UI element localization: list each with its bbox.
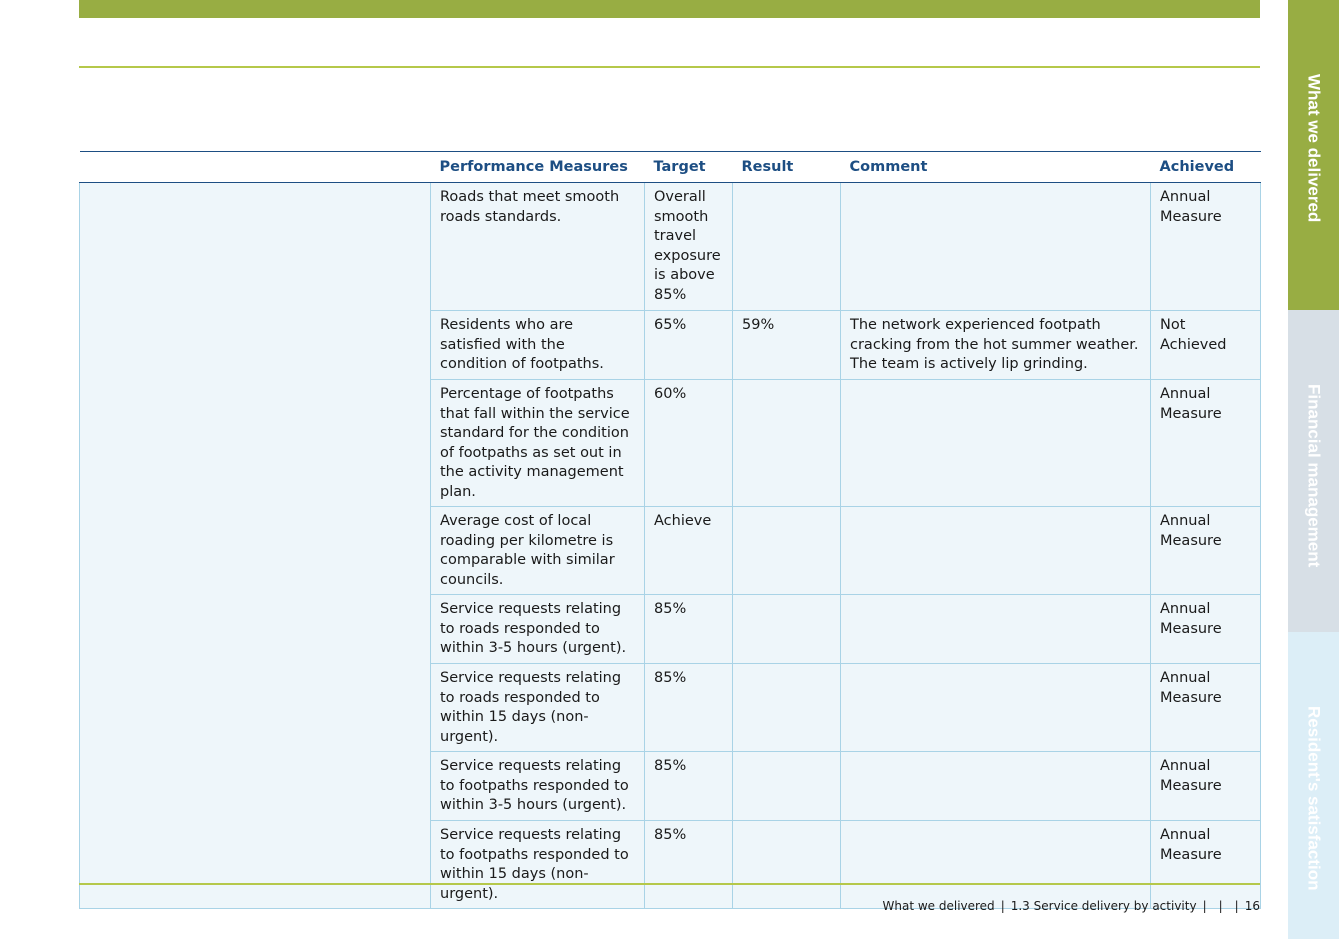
table-row bbox=[80, 380, 1261, 507]
row-blank-cell bbox=[80, 380, 431, 507]
tab-residents-satisfaction[interactable] bbox=[1288, 632, 1339, 939]
cell-measure: Residents who are satisfied with the condition of footpaths. bbox=[431, 311, 645, 380]
cell-achieved: Annual Measure bbox=[1151, 183, 1261, 311]
cell-result bbox=[733, 183, 841, 311]
cell-comment bbox=[841, 183, 1151, 311]
row-blank-cell bbox=[80, 664, 431, 752]
cell-target: 85% bbox=[645, 595, 733, 664]
header-comment: Comment bbox=[841, 152, 1151, 183]
footer-section: What we delivered bbox=[882, 899, 995, 913]
table-row bbox=[80, 311, 1261, 380]
table-row bbox=[80, 507, 1261, 595]
cell-target: Achieve bbox=[645, 507, 733, 595]
cell-result bbox=[733, 664, 841, 752]
row-blank-cell bbox=[80, 183, 431, 311]
tab-what-we-delivered[interactable] bbox=[1288, 0, 1339, 310]
table-header-row bbox=[80, 152, 1261, 183]
page-footer: What we delivered | 1.3 Service delivery by activity | | | 16 bbox=[882, 899, 1260, 913]
footer-page-number: 16 bbox=[1244, 899, 1260, 913]
header-blank bbox=[80, 152, 431, 183]
cell-result bbox=[733, 752, 841, 821]
cell-target: Overall smooth travel exposure is above 85% bbox=[645, 183, 733, 311]
cell-comment bbox=[841, 380, 1151, 507]
cell-achieved: Annual Measure bbox=[1151, 595, 1261, 664]
tab-financial-management[interactable] bbox=[1288, 310, 1339, 632]
cell-measure: Service requests relating to roads responded to within 15 days (non-urgent). bbox=[431, 664, 645, 752]
cell-measure: Average cost of local roading per kilometre is comparable with similar councils. bbox=[431, 507, 645, 595]
cell-measure: Percentage of footpaths that fall within the service standard for the condition of footpaths as set out in the activity management plan. bbox=[431, 380, 645, 507]
performance-table bbox=[79, 151, 1261, 909]
table-body bbox=[80, 183, 1261, 909]
cell-measure: Service requests relating to footpaths responded to within 15 days (non-urgent). bbox=[431, 821, 645, 909]
cell-comment: The network experienced footpath cracking from the hot summer weather. The team is actively lip grinding. bbox=[841, 311, 1151, 380]
cell-comment bbox=[841, 595, 1151, 664]
top-color-band bbox=[79, 0, 1260, 18]
table-row bbox=[80, 183, 1261, 311]
header-target: Target bbox=[645, 152, 733, 183]
cell-comment bbox=[841, 752, 1151, 821]
cell-comment bbox=[841, 664, 1151, 752]
row-blank-cell bbox=[80, 311, 431, 380]
bottom-divider bbox=[79, 883, 1260, 885]
table-row bbox=[80, 752, 1261, 821]
cell-target: 85% bbox=[645, 664, 733, 752]
cell-measure: Roads that meet smooth roads standards. bbox=[431, 183, 645, 311]
row-blank-cell bbox=[80, 507, 431, 595]
tab-label: What we delivered bbox=[1304, 74, 1324, 223]
table-row bbox=[80, 664, 1261, 752]
header-result: Result bbox=[733, 152, 841, 183]
header-achieved: Achieved bbox=[1151, 152, 1261, 183]
side-tabs bbox=[1288, 0, 1339, 939]
cell-result bbox=[733, 507, 841, 595]
cell-result bbox=[733, 380, 841, 507]
header-performance-measures: Performance Measures bbox=[431, 152, 645, 183]
cell-measure: Service requests relating to roads responded to within 3-5 hours (urgent). bbox=[431, 595, 645, 664]
row-blank-cell bbox=[80, 595, 431, 664]
cell-achieved: Annual Measure bbox=[1151, 821, 1261, 909]
row-blank-cell bbox=[80, 752, 431, 821]
cell-measure: Service requests relating to footpaths responded to within 3-5 hours (urgent). bbox=[431, 752, 645, 821]
performance-table-wrap bbox=[79, 151, 1260, 909]
cell-comment bbox=[841, 821, 1151, 909]
top-divider bbox=[79, 66, 1260, 68]
cell-result bbox=[733, 821, 841, 909]
tab-label: Financial management bbox=[1304, 384, 1324, 568]
cell-target: 85% bbox=[645, 752, 733, 821]
cell-result bbox=[733, 595, 841, 664]
cell-achieved: Annual Measure bbox=[1151, 752, 1261, 821]
row-blank-cell bbox=[80, 821, 431, 909]
cell-target: 65% bbox=[645, 311, 733, 380]
cell-achieved: Annual Measure bbox=[1151, 380, 1261, 507]
cell-achieved: Annual Measure bbox=[1151, 664, 1261, 752]
cell-result: 59% bbox=[733, 311, 841, 380]
table-row bbox=[80, 595, 1261, 664]
cell-target: 85% bbox=[645, 821, 733, 909]
footer-subsection: 1.3 Service delivery by activity bbox=[1010, 899, 1197, 913]
tab-label: Resident's satisfaction bbox=[1304, 706, 1324, 891]
cell-target: 60% bbox=[645, 380, 733, 507]
cell-comment bbox=[841, 507, 1151, 595]
cell-achieved: Not Achieved bbox=[1151, 311, 1261, 380]
cell-achieved: Annual Measure bbox=[1151, 507, 1261, 595]
table-row bbox=[80, 821, 1261, 909]
